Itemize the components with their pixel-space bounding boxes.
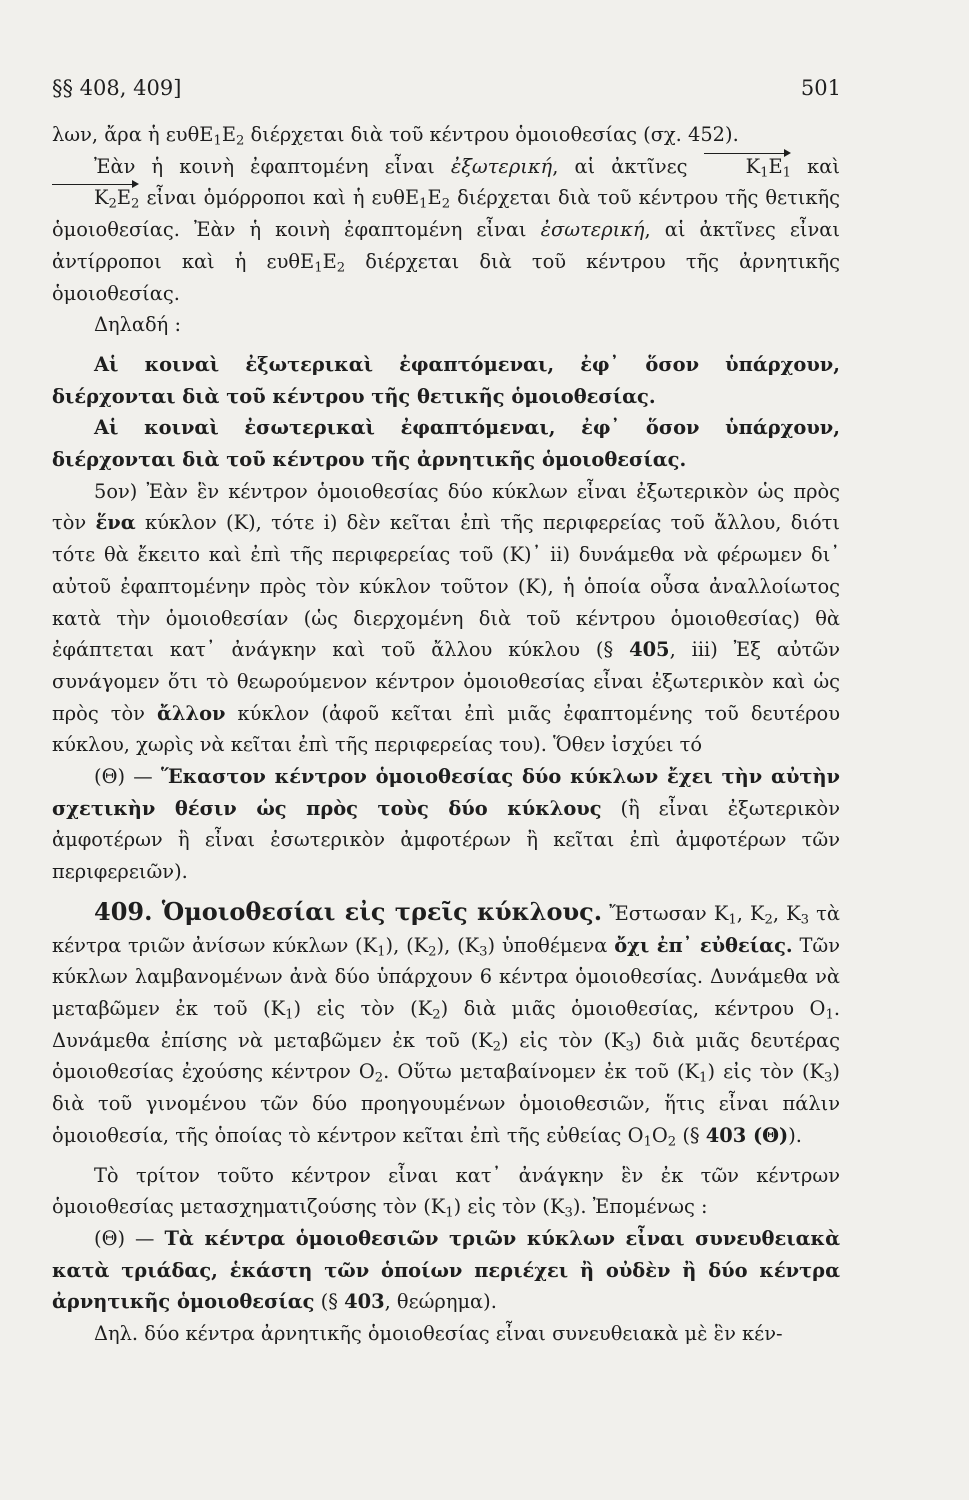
paragraph-5th-case: 5ον) Ἐὰν ἓν κέντρον ὁμοιοθεσίας δύο κύκλων εἶναι ἐξωτερικὸν ὡς πρὸς τὸν ἕνα κύκλον (Κ), τότε i) δὲν κεῖται ἐπὶ τῆς περιφερείας τοῦ ἄλλου, διότι τότε θὰ ἔκειτο καὶ ἐπὶ τῆς περιφερείας τοῦ (Κ)᾽ ii) δυνάμεθα νὰ φέρωμεν δι᾽ αὐτοῦ ἐφαπτομένην πρὸς τὸν κύκλον τοῦτον (Κ), ἡ ὁποία οὖσα ἀναλλοίωτος κατὰ τὴν ὁμοιοθεσίαν (ὡς διερχομένη διὰ τοῦ κέντρου ὁμοιοθεσίας) θὰ ἐφάπτεται κατ᾽ ἀνάγκην καὶ τοῦ ἄλλου κύκλου (§ 405, iii) Ἐξ αὐτῶν συνάγομεν ὅτι τὸ θεωρούμενον κέντρον ὁμοιοθεσίας εἶναι ἐξωτερικὸν καὶ ὡς πρὸς τὸν ἄλλον κύκλον (ἀφοῦ κεῖται ἐπὶ μιᾶς ἐφαπτομένης τοῦ δευτέρου κύκλου, χωρὶς νὰ κεῖται ἐπὶ τῆς περιφερείας του). Ὅθεν ἰσχύει τό [52,479,841,757]
vector-k1e1: $K_1E_1$ [704,151,791,183]
page-number: 501 [800,76,841,100]
statement-external-tangents: Αἱ κοιναὶ ἐξωτερικαὶ ἐφαπτόμεναι, ἐφ᾽ ὅσον ὑπάρχουν, διέρχονται διὰ τοῦ κέντρου τῆς θετικῆς ὁμοιοθεσίας. [52,352,840,408]
paragraph-3: Δηλαδή : [94,313,181,337]
paragraph-third-center: Τὸ τρίτον τοῦτο κέντρον εἶναι κατ᾽ ἀνάγκην ἓν ἐκ τῶν κέντρων ὁμοιοθεσίας μετασχηματιζούσης τὸν $(K_1)$ εἰς τὸν $(K_3)$. Ἐπομένως : [52,1163,840,1221]
section-reference: §§ 408, 409] [52,76,182,100]
section-409: 409. Ὁμοιοθεσίαι εἰς τρεῖς κύκλους. Ἔστωσαν $K_1$, $K_2$, $K_3$ τὰ κέντρα τριῶν ἀνίσων κύκλων $(K_1)$, $(K_2)$, $(K_3)$ ὑποθέμενα ὄχι ἐπ᾽ εὐθείας. Τῶν κύκλων λαμβανομένων ἀνὰ δύο ὑπάρχουν 6 κέντρα ὁμοιοθεσίας. Δυνάμεθα νὰ μεταβῶμεν ἐκ τοῦ $(K_1)$ εἰς τὸν $(K_2)$ διὰ μιᾶς ὁμοιοθεσίας, κέντρου $O_1$. Δυνάμεθα ἐπίσης νὰ μεταβῶμεν ἐκ τοῦ $(K_2)$ εἰς τὸν $(K_3)$ διὰ μιᾶς δευτέρας ὁμοιοθεσίας ἐχούσης κέντρον $O_2$. Οὕτω μεταβαίνομεν ἐκ τοῦ $(K_1)$ εἰς τὸν $(K_3)$ διὰ τοῦ γινομένου τῶν δύο προηγουμένων ὁμοιοθεσιῶν, ἥτις εἶναι πάλιν ὁμοιοθεσία, τῆς ὁποίας τὸ κέντρον κεῖται ἐπὶ τῆς εὐθείας $O_1O_2$ (§ 403 (Θ)). [52,896,841,1150]
section-title: Ὁμοιοθεσίαι εἰς τρεῖς κύκλους. [152,896,603,926]
vector-k2e2: $K_2E_2$ [52,182,139,214]
statement-internal-tangents: Αἱ κοιναὶ ἐσωτερικαὶ ἐφαπτόμεναι, ἐφ᾽ ὅσον ὑπάρχουν, διέρχονται διὰ τοῦ κέντρου τῆς ἀρνητικῆς ὁμοιοθεσίας. [52,416,840,472]
running-header [52,76,841,100]
paragraph-1: λων, ἄρα ἡ $\varepsilon\upsilon\theta E_1E_2$ διέρχεται διὰ τοῦ κέντρου ὁμοιοθεσίας (σχ. 452). [52,123,739,149]
paragraph-2: Ἐὰν ἡ κοινὴ ἐφαπτομένη εἶναι ἐξωτερική, αἱ ἀκτῖνες $K_1E_1$ καὶ $K_2E_2$ εἶναι ὁμόρροποι καὶ ἡ $\varepsilon\upsilon\theta E_1E_2$ διέρχεται διὰ τοῦ κέντρου τῆς θετικῆς ὁμοιοθεσίας. Ἐὰν ἡ κοινὴ ἐφαπτομένη εἶναι ἐσωτερική, αἱ ἀκτῖνες εἶναι ἀντίρροποι καὶ ἡ $\varepsilon\upsilon\theta E_1E_2$ διέρχεται διὰ τοῦ κέντρου τῆς ἀρνητικῆς ὁμοιοθεσίας. [52,151,840,310]
theorem-relative-position: (Θ) — Ἕκαστον κέντρον ὁμοιοθεσίας δύο κύκλων ἔχει τὴν αὐτὴν σχετικὴν θέσιν ὡς πρὸς τοὺς δύο κύκλους (ἢ εἶναι ἐξωτερικὸν ἀμφοτέρων ἢ εἶναι ἐσωτερικὸν ἀμφοτέρων ἢ κεῖται ἐπὶ ἀμφοτέρων τῶν περιφερειῶν). [52,765,841,884]
page-body [52,119,840,1350]
section-number: 409. [94,896,153,926]
paragraph-last: Δηλ. δύο κέντρα ἀρνητικῆς ὁμοιοθεσίας εἶναι συνευθειακὰ μὲ ἓν κέν- [94,1322,783,1346]
theorem-collinear-centers: (Θ) — Τὰ κέντρα ὁμοιοθεσιῶν τριῶν κύκλων εἶναι συνευθειακὰ κατὰ τριάδας, ἑκάστη τῶν ὁποίων περιέχει ἢ οὐδὲν ἢ δύο κέντρα ἀρνητικῆς ὁμοιοθεσίας (§ 403, θεώρημα). [52,1226,840,1314]
